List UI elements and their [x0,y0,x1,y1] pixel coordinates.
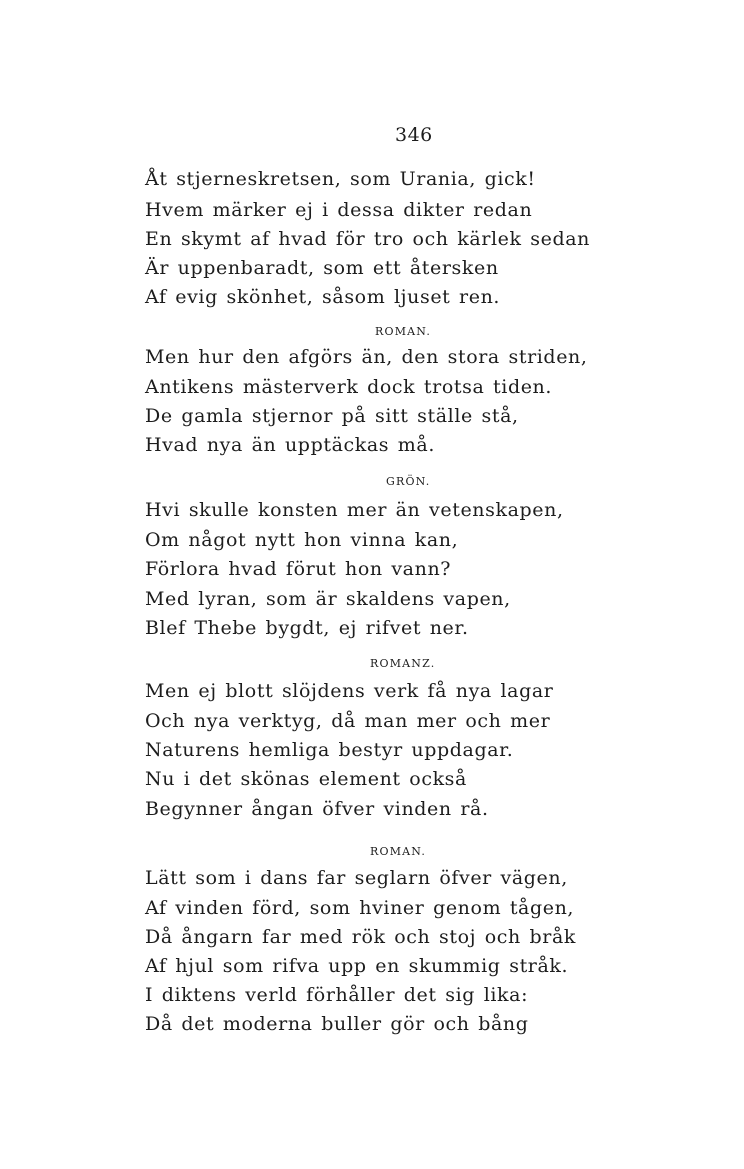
verse-line: Af vinden förd, som hviner genom tågen, [145,897,575,919]
speaker-name: ROMAN. [375,325,432,338]
verse-line: I diktens verld förhåller det sig lika: [145,984,529,1006]
speaker-name: GRÖN. [386,475,431,488]
verse-line: Men ej blott slöjdens verk få nya lagar [145,680,554,702]
verse-line: Nu i det skönas element också [145,768,467,790]
verse-line: Af hjul som rifva upp en skummig stråk. [145,955,569,977]
verse-line: Af evig skönhet, såsom ljuset ren. [145,286,501,308]
verse-line: Naturens hemliga bestyr uppdagar. [145,739,514,761]
verse-line: Blef Thebe bygdt, ej rifvet ner. [145,617,469,639]
verse-line: Och nya verktyg, då man mer och mer [145,710,551,732]
speaker-name: ROMANZ. [370,657,436,670]
verse-line: Begynner ångan öfver vinden rå. [145,798,489,820]
verse-line: Med lyran, som är skaldens vapen, [145,588,511,610]
verse-line: Hvi skulle konsten mer än vetenskapen, [145,499,564,521]
speaker-name: ROMAN. [370,845,427,858]
verse-line: Då ångarn far med rök och stoj och bråk [145,926,576,948]
verse-line: Är uppenbaradt, som ett återsken [145,257,499,279]
page-number: 346 [395,124,433,146]
verse-line: Om något nytt hon vinna kan, [145,529,459,551]
verse-line: Förlora hvad förut hon vann? [145,558,452,580]
verse-line: Antikens mästerverk dock trotsa tiden. [145,376,553,398]
verse-line: Hvem märker ej i dessa dikter redan [145,199,533,221]
verse-line: Då det moderna buller gör och bång [145,1013,529,1035]
verse-line: En skymt af hvad för tro och kärlek sedan [145,228,590,250]
verse-line: De gamla stjernor på sitt ställe stå, [145,405,519,427]
verse-line: Åt stjerneskretsen, som Urania, gick! [145,168,536,190]
verse-line: Men hur den afgörs än, den stora striden, [145,346,588,368]
verse-line: Hvad nya än upptäckas må. [145,434,435,456]
verse-line: Lätt som i dans far seglarn öfver vägen, [145,867,568,889]
